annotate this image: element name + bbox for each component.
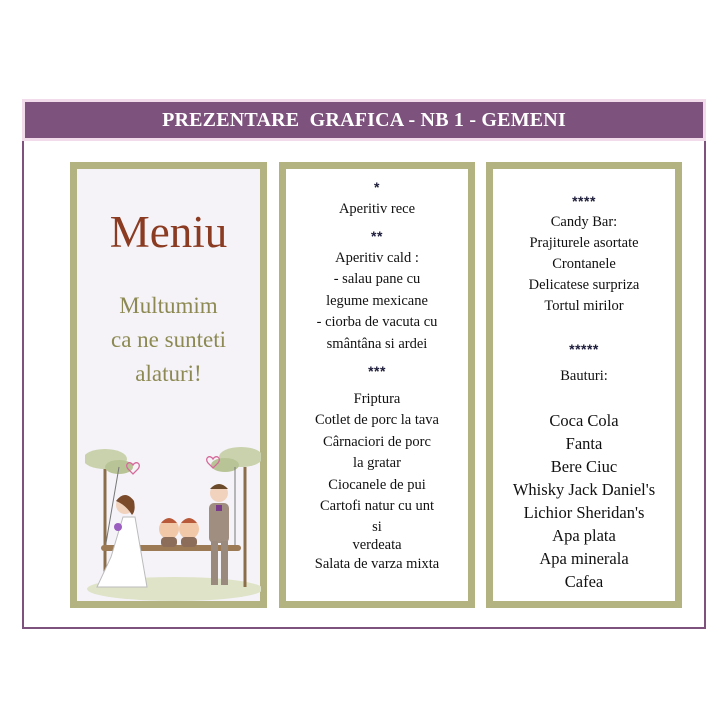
drink-item: Apa plata [552,526,616,545]
menu-courses-panel [279,162,475,608]
course-stars: **** [572,193,596,209]
drink-item: Cafea [564,572,604,591]
menu-item: verdeata [352,536,402,553]
presentation-header [22,99,706,141]
groom-icon [209,484,229,585]
course-stars: ***** [569,341,599,357]
menu-item: - ciorba de vacuta cu [316,314,438,330]
desserts-list [493,191,675,593]
course-stars: * [374,179,380,195]
thanks-line: alaturi! [135,361,202,386]
thanks-message [77,289,260,391]
menu-item: Tortul mirilor [544,298,624,314]
menu-desserts-drinks-panel [486,162,682,608]
menu-item: si [372,518,382,535]
drink-item: Apa minerala [539,549,629,568]
drinks-heading: Bauturi: [560,368,608,384]
thanks-line: ca ne sunteti [111,327,226,352]
courses-list [286,177,468,575]
menu-item: smântâna si ardei [326,335,428,352]
menu-item: legume mexicane [326,292,428,309]
menu-item: Aperitiv cald : [335,249,419,266]
bride-groom-swing-twins-illustration [85,437,261,605]
menu-cover-panel [70,162,267,608]
menu-item: Cârnaciori de porc [323,433,431,450]
drink-item: Bere Ciuc [550,457,618,476]
course-stars: ** [371,228,383,244]
menu-item: Aperitiv rece [338,200,416,217]
menu-item: Candy Bar: [550,214,618,230]
drink-item: Fanta [565,434,603,453]
menu-item: Cartofi natur cu unt [320,498,434,514]
drink-item: Lichior Sheridan's [523,503,645,522]
header-title: PREZENTARE GRAFICA - NB 1 - GEMENI [162,108,566,131]
menu-item: Delicatese surpriza [528,277,640,293]
menu-item: Prajiturele asortate [529,235,639,251]
twin-babies-icon [159,518,199,547]
drink-item: Coca Cola [549,411,619,430]
course-stars: *** [368,363,386,379]
menu-item: la gratar [353,455,401,471]
drink-item: Whisky Jack Daniel's [512,480,656,499]
menu-item: Ciocanele de pui [328,476,426,493]
menu-item: Friptura [353,390,401,407]
menu-item: Crontanele [552,256,616,272]
menu-item: - salau pane cu [333,271,421,287]
menu-item: Cotlet de porc la tava [314,412,439,428]
thanks-line: Multumim [119,293,218,318]
menu-item: Salata de varza mixta [314,555,440,572]
menu-title: Meniu [109,207,228,257]
